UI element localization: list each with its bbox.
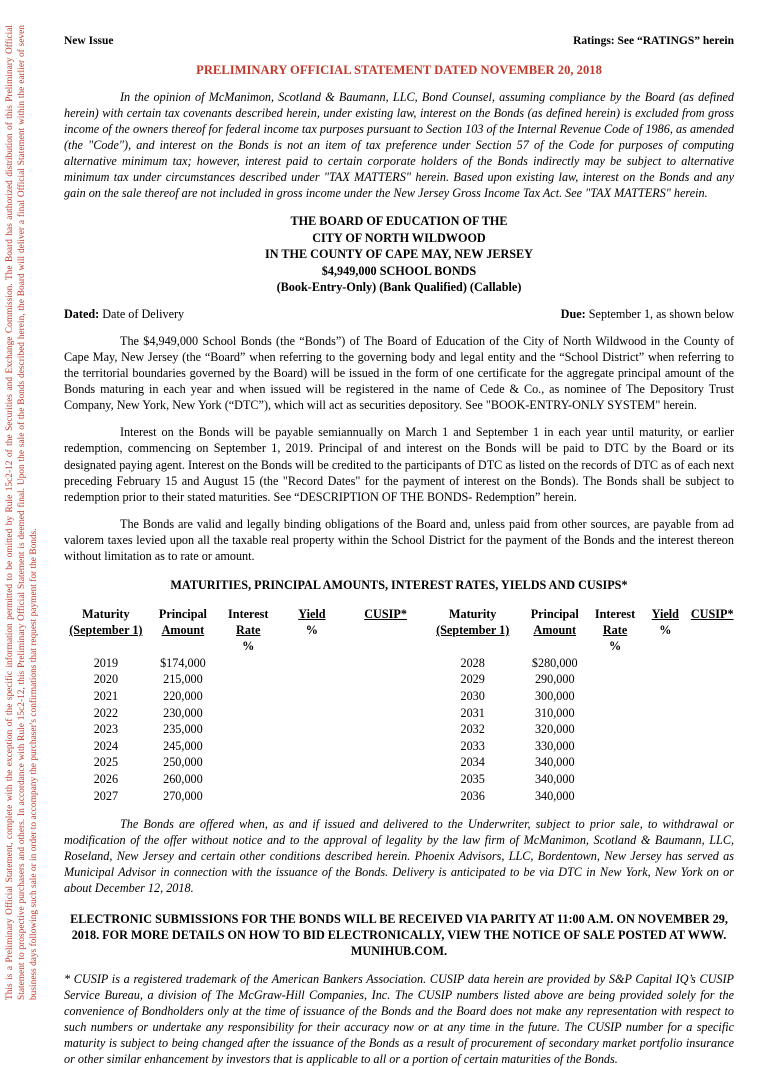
due-label: Due: [560, 306, 586, 321]
preliminary-notice-text: This is a Preliminary Official Statement, complete with the exception of the specific information permitted to be omitted by Rule 15c2-12 of the Securities and Exchange Commission. The Board has authorized distribution of this Preliminary Official Statement to prospective purchasers and others. In accordance with Rule 15c2-12, this Preliminary Official Statement is deemed final. Upon the sale of the Bonds described herein, the Board will deliver a final Official Statement within the earlier of seven business days following such sale or in order to accompany the purchaser's confirmations that request payment for the Bonds. [5, 25, 40, 1000]
table-row: 2025 250,000 2034 340,000 [93, 755, 575, 770]
table-row: 2027 270,000 2036 340,000 [93, 788, 575, 803]
yield-header: Yield % [651, 607, 679, 638]
yield-header: Yield % [298, 607, 326, 638]
bonds-description-paragraph: The $4,949,000 School Bonds (the “Bonds”) of The Board of Education of the City of North Wildwood in the County of Cape May, New Jersey (the “Board” when referring to the governing body and legal entity and the “School District” when referring to the territorial boundaries governed by the Board) will be issued in the form of one certificate for the aggregate principal amount of the Bonds maturing in each year and when issued will be registered in the name of Cede & Co., as nominee of The Depository Trust Company, New York, New York (“DTC”), which will act as securities depository. See "BOOK-ENTRY-ONLY SYSTEM" herein. [64, 333, 734, 413]
cusip-header: CUSIP* [364, 607, 407, 622]
due-value: September 1, as shown below [585, 306, 734, 321]
schedule-heading: MATURITIES, PRINCIPAL AMOUNTS, INTEREST RATES, YIELDS AND CUSIPS* [170, 578, 628, 593]
interest-paragraph: Interest on the Bonds will be payable semiannually on March 1 and September 1 in each year until maturity, or earlier redemption, commencing on September 1, 2019. Principal of and interest on the Bonds will be paid to DTC by the Board or its designated paying agent. Interest on the Bonds will be credited to the participants of DTC as listed on the records of DTC as of each next preceding February 15 and August 15 (the "Record Dates" for the payment of interest on the Bonds). The Bonds shall be subject to redemption prior to their stated maturities. See “DESCRIPTION OF THE BONDS- Redemption” herein. [64, 425, 734, 504]
table-row: 2020 215,000 2029 290,000 [93, 672, 575, 687]
interest-rate-header: Interest Rate % [228, 607, 269, 653]
principal-header: Principal Amount [158, 607, 207, 638]
title-line: IN THE COUNTY OF CAPE MAY, NEW JERSEY [265, 247, 533, 262]
principal-header: Principal Amount [530, 607, 579, 638]
title-line: (Book-Entry-Only) (Bank Qualified) (Callable) [276, 280, 522, 295]
electronic-submissions-notice: ELECTRONIC SUBMISSIONS FOR THE BONDS WILL BE RECEIVED VIA PARITY AT 11:00 A.M. ON NOVEMBER 29, 2018. FOR MORE DETAILS ON HOW TO BID ELECTRONICALLY, VIEW THE NOTICE OF SALE POSTED AT WWW. MUNIHUB.COM. [70, 911, 728, 958]
dated-due-row [64, 306, 734, 322]
maturity-header: Maturity (September 1) [69, 607, 143, 638]
table-row: 2022 230,000 2031 310,000 [93, 705, 575, 720]
table-row: 2024 245,000 2033 330,000 [93, 738, 575, 753]
security-paragraph: The Bonds are valid and legally binding obligations of the Board and, unless paid from other sources, are payable from ad valorem taxes levied upon all the taxable real property within the School District for the payment of the Bonds and the interest thereon without limitation as to rate or amount. [64, 516, 734, 563]
preliminary-statement-title: PRELIMINARY OFFICIAL STATEMENT DATED NOVEMBER 20, 2018 [196, 63, 602, 78]
title-line: THE BOARD OF EDUCATION OF THE [290, 214, 508, 229]
table-row: 2019 $174,000 2028 $280,000 [93, 655, 578, 670]
schedule-body [64, 655, 734, 804]
schedule-header-row [64, 607, 734, 655]
ratings-label: Ratings: See “RATINGS” herein [573, 35, 734, 47]
cusip-header: CUSIP* [690, 607, 734, 622]
title-line: $4,949,000 SCHOOL BONDS [321, 263, 477, 278]
maturity-header: Maturity (September 1) [436, 607, 510, 638]
new-issue-label: New Issue [64, 35, 114, 47]
dated-field [64, 306, 184, 322]
table-row: 2023 235,000 2032 320,000 [93, 722, 575, 737]
dated-label: Dated: [64, 306, 100, 321]
offering-paragraph: The Bonds are offered when, as and if issued and delivered to the Underwriter, subject to prior sale, to withdrawal or modification of the offer without notice and to the approval of legality by the law firm of McManimon, Scotland & Baumann, LLC, Roseland, New Jersey and certain other conditions described herein. Phoenix Advisors, LLC, Bordentown, New Jersey has served as Municipal Advisor in connection with the issuance of the Bonds. Delivery is anticipated to be via DTC in New York, New York on or about December 12, 2018. [64, 817, 734, 896]
bond-counsel-opinion: In the opinion of McManimon, Scotland & Baumann, LLC, Bond Counsel, assuming compliance by the Board (as defined herein) with certain tax covenants described herein, under existing law, interest on the Bonds (as defined herein) is excluded from gross income of the owners thereof for federal income tax purposes pursuant to Section 103 of the Internal Revenue Code of 1986, as amended (the "Code"), and interest on the Bonds is not an item of tax preference under Section 57 of the Code for purposes of computing alternative minimum tax; however, interest paid to certain corporate holders of the Bonds indirectly may be subject to alternative minimum tax under circumstances described under "TAX MATTERS" herein. Based upon existing law, interest on the Bonds and any gain on the sale thereof are not included in gross income under the New Jersey Gross Income Tax Act. See "TAX MATTERS" herein. [64, 89, 734, 201]
table-row: 2026 260,000 2035 340,000 [93, 771, 575, 786]
maturity-schedule-table [64, 607, 734, 804]
cusip-footnote: * CUSIP is a registered trademark of the American Bankers Association. CUSIP data herein are provided by S&P Capital IQ’s CUSIP Service Bureau, a division of The McGraw-Hill Companies, Inc. The CUSIP numbers listed above are being provided solely for the convenience of Bondholders only at the time of issuance of the Bonds and the Board does not make any representation with respect to such numbers or undertake any responsibility for their accuracy now or at any time in the future. The CUSIP number for a specific maturity is subject to being changed after the issuance of the Bonds as a result of procurement of secondary market portfolio insurance or other similar enhancement by investors that is applicable to all or a portion of certain maturities of the Bonds. [64, 971, 734, 1067]
dated-value: Date of Delivery [99, 306, 185, 321]
due-field [561, 306, 734, 322]
title-line: CITY OF NORTH WILDWOOD [312, 230, 486, 245]
preliminary-notice-margin [0, 0, 44, 1024]
document-header [64, 34, 734, 49]
interest-rate-header: Interest Rate % [594, 607, 636, 653]
table-row: 2021 220,000 2030 300,000 [93, 688, 575, 703]
document-page [64, 34, 734, 1067]
issuer-title-block [64, 213, 734, 295]
